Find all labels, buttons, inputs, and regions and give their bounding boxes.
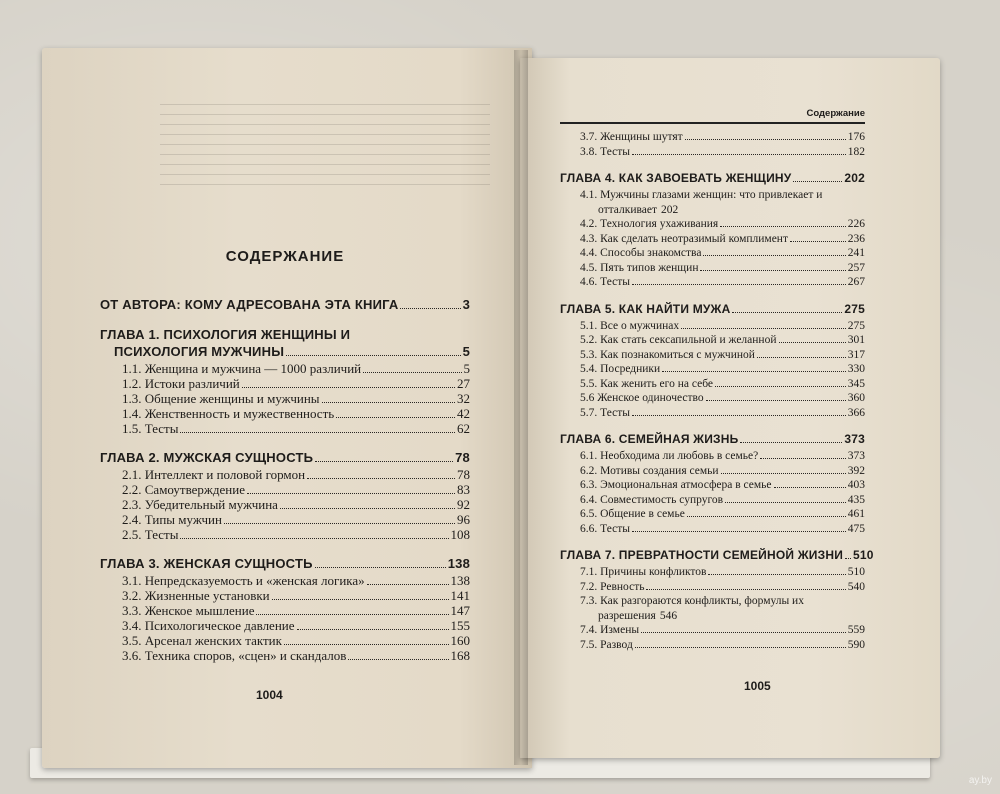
toc-item <box>560 391 865 406</box>
toc-item <box>560 493 865 508</box>
item-label: 3.7. Женщины шутят <box>580 131 683 143</box>
leader-dots <box>845 558 851 559</box>
toc-item <box>560 130 865 145</box>
leader-dots <box>662 371 846 372</box>
item-page: 83 <box>457 482 470 497</box>
leader-dots <box>280 508 455 509</box>
item-page: 147 <box>450 603 470 618</box>
chapter-label: ГЛАВА 2. МУЖСКАЯ СУЩНОСТЬ <box>100 450 314 465</box>
leader-dots <box>632 415 846 416</box>
item-page: 392 <box>847 464 865 477</box>
item-page: 301 <box>847 334 865 346</box>
leader-dots <box>180 432 455 433</box>
item-label: 2.3. Убедительный мужчина <box>122 497 278 512</box>
chapter-page: 202 <box>844 171 865 185</box>
item-page: 168 <box>450 648 470 663</box>
item-page: 138 <box>450 573 470 588</box>
toc-item <box>560 406 865 421</box>
chapter-label: ГЛАВА 6. СЕМЕЙНАЯ ЖИЗНЬ <box>560 432 739 446</box>
leader-dots <box>400 308 460 309</box>
leader-dots <box>646 589 845 590</box>
item-label: 5.1. Все о мужчинах <box>580 319 680 332</box>
item-label: 4.1. Мужчины глазами женщин: что привлекает и <box>580 189 823 201</box>
toc-item <box>100 512 470 527</box>
toc-chapter <box>560 548 874 652</box>
item-page: 590 <box>847 638 865 651</box>
leader-dots <box>247 493 455 494</box>
item-page: 275 <box>847 319 865 332</box>
leader-dots <box>790 241 846 242</box>
toc-item <box>560 261 865 276</box>
leader-dots <box>242 387 455 388</box>
leader-dots <box>348 659 448 660</box>
item-label-cont: разрешения <box>598 609 656 622</box>
item-label: 3.6. Техника споров, «сцен» и скандалов <box>122 648 347 663</box>
chapter-row <box>100 450 470 466</box>
toc-title: СОДЕРЖАНИЕ <box>225 248 345 265</box>
book-gutter <box>514 50 528 765</box>
toc-item <box>560 522 865 537</box>
item-page: 317 <box>847 348 865 361</box>
leader-dots <box>793 181 842 182</box>
leader-dots <box>307 478 455 479</box>
item-label: 6.3. Эмоциональная атмосфера в семье <box>580 479 772 491</box>
item-page: 202 <box>661 203 679 216</box>
chapter-row <box>560 171 865 186</box>
toc-item <box>560 638 865 653</box>
item-label: 5.7. Тесты <box>580 406 630 419</box>
item-page: 241 <box>847 247 865 259</box>
item-label: 4.3. Как сделать неотразимый комплимент <box>580 232 788 245</box>
item-label: 1.4. Женственность и мужественность <box>122 406 335 421</box>
leader-dots <box>363 372 461 373</box>
leader-dots <box>681 328 846 329</box>
chapter-label: ГЛАВА 5. КАК НАЙТИ МУЖА <box>560 301 731 316</box>
item-label: 2.4. Типы мужчин <box>122 512 222 527</box>
item-label: 6.1. Необходима ли любовь в семье? <box>580 450 759 462</box>
chapter-page: 78 <box>455 450 470 465</box>
chapter-page: 510 <box>853 548 874 562</box>
leader-dots <box>632 531 846 532</box>
chapter-page: 3 <box>462 297 470 312</box>
toc-chapter <box>100 297 470 313</box>
item-label: 4.2. Технология ухаживания <box>580 218 719 230</box>
toc-item <box>100 527 470 542</box>
toc-chapter <box>100 327 470 436</box>
toc-item <box>560 333 865 348</box>
item-page: 62 <box>457 421 470 436</box>
chapter-page: 373 <box>844 432 865 446</box>
toc-item <box>560 507 865 522</box>
item-page: 366 <box>847 406 865 419</box>
item-continuation <box>580 609 865 624</box>
chapter-label: ГЛАВА 7. ПРЕВРАТНОСТИ СЕМЕЙНОЙ ЖИЗНИ <box>560 548 844 562</box>
item-label: 5.2. Как стать сексапильной и желанной <box>580 334 777 346</box>
toc-item <box>100 573 470 588</box>
item-label: 5.4. Посредники <box>580 363 661 375</box>
leader-dots <box>315 567 446 568</box>
item-label: 3.2. Жизненные установки <box>122 588 270 603</box>
item-label: 7.5. Развод <box>580 638 633 651</box>
toc-left <box>100 248 470 677</box>
toc-item <box>560 449 865 464</box>
leader-dots <box>685 139 846 140</box>
toc-item <box>560 145 865 160</box>
toc-item <box>560 246 865 261</box>
page-number-right: 1005 <box>744 679 771 693</box>
toc-item <box>560 565 865 580</box>
toc-item <box>560 319 865 334</box>
item-page: 78 <box>457 467 470 482</box>
toc-chapter <box>100 556 470 663</box>
chapter-row <box>560 432 865 447</box>
item-label: 4.4. Способы знакомства <box>580 247 702 259</box>
item-page: 267 <box>847 276 865 288</box>
item-label: 1.5. Тесты <box>122 421 179 436</box>
item-label: 4.5. Пять типов женщин <box>580 261 699 274</box>
chapter-row <box>560 548 874 563</box>
toc-item <box>560 623 865 638</box>
item-label: 1.2. Истоки различий <box>122 376 240 391</box>
leader-dots <box>760 458 846 459</box>
leader-dots <box>336 417 455 418</box>
chapter-row <box>100 297 470 313</box>
toc-item <box>560 377 865 392</box>
item-page: 546 <box>659 609 678 622</box>
item-page: 257 <box>847 261 865 274</box>
item-page: 27 <box>457 376 470 391</box>
leader-dots <box>180 538 448 539</box>
leader-dots <box>322 402 455 403</box>
toc-item <box>100 603 470 618</box>
chapter-row <box>100 556 470 572</box>
chapter-page: 275 <box>844 301 865 316</box>
item-page: 92 <box>457 497 470 512</box>
leader-dots <box>297 629 449 630</box>
leader-dots <box>708 574 845 575</box>
toc-item <box>560 217 865 232</box>
leader-dots <box>224 523 455 524</box>
leader-dots <box>720 226 846 227</box>
leader-dots <box>703 255 845 256</box>
item-label: 3.5. Арсенал женских тактик <box>122 633 282 648</box>
item-page: 226 <box>847 218 865 230</box>
toc-item <box>100 391 470 406</box>
item-label: 5.3. Как познакомиться с мужчиной <box>580 348 755 361</box>
leader-dots <box>757 357 846 358</box>
chapter-label: ГЛАВА 1. ПСИХОЛОГИЯ ЖЕНЩИНЫ И <box>100 327 351 342</box>
leader-dots <box>256 614 448 615</box>
leader-dots <box>740 442 842 443</box>
toc-chapter <box>560 302 865 421</box>
page-number-left: 1004 <box>256 688 283 702</box>
item-page: 435 <box>847 493 865 506</box>
leader-dots <box>641 632 846 633</box>
toc-item <box>560 580 865 595</box>
toc-item <box>100 588 470 603</box>
toc-item <box>100 376 470 391</box>
item-page: 42 <box>457 406 470 421</box>
leader-dots <box>725 502 846 503</box>
item-page: 475 <box>847 522 865 535</box>
item-page: 155 <box>450 618 470 633</box>
show-through-text <box>160 95 490 195</box>
item-continuation <box>580 203 865 218</box>
item-label: 3.8. Тесты <box>580 145 630 158</box>
item-label: 6.2. Мотивы создания семьи <box>580 464 719 477</box>
chapter-label: ГЛАВА 4. КАК ЗАВОЕВАТЬ ЖЕНЩИНУ <box>560 171 792 185</box>
item-page: 540 <box>847 580 865 593</box>
toc-chapter <box>560 171 865 290</box>
item-page: 360 <box>847 392 865 404</box>
leader-dots <box>367 584 449 585</box>
leader-dots <box>774 487 846 488</box>
item-label: 4.6. Тесты <box>580 276 630 288</box>
toc-item <box>560 275 865 290</box>
running-head: Содержание <box>560 108 865 124</box>
item-page: 461 <box>847 508 865 520</box>
leader-dots <box>635 647 846 648</box>
item-label: 1.1. Женщина и мужчина — 1000 различий <box>122 361 362 376</box>
item-label: 3.1. Непредсказуемость и «женская логика» <box>122 573 365 588</box>
leader-dots <box>632 284 846 285</box>
chapter-page: 138 <box>447 556 470 571</box>
toc-item <box>560 348 865 363</box>
toc-chapter <box>100 450 470 542</box>
toc-item <box>100 406 470 421</box>
chapter-row <box>100 344 470 360</box>
leader-dots <box>687 516 846 517</box>
leader-dots <box>286 355 460 356</box>
item-page: 176 <box>847 131 865 143</box>
item-page: 510 <box>847 566 865 578</box>
leader-dots <box>715 386 846 387</box>
chapter-page: 5 <box>462 344 470 359</box>
chapter-label: ГЛАВА 3. ЖЕНСКАЯ СУЩНОСТЬ <box>100 556 313 571</box>
toc-item <box>560 232 865 247</box>
leader-dots <box>779 342 846 343</box>
item-page: 345 <box>847 377 865 390</box>
toc-chapter <box>560 432 865 536</box>
item-label: 7.3. Как разгораются конфликты, формулы их <box>580 595 804 607</box>
watermark: ay.by <box>968 775 992 786</box>
item-label: 7.1. Причины конфликтов <box>580 566 707 578</box>
toc-item <box>560 362 865 377</box>
item-page: 373 <box>847 450 865 462</box>
item-label: 5.6 Женское одиночество <box>580 392 704 404</box>
item-page: 236 <box>847 232 865 245</box>
toc-item <box>100 482 470 497</box>
leader-dots <box>700 270 845 271</box>
toc-item <box>100 421 470 436</box>
item-label: 2.2. Самоутверждение <box>122 482 245 497</box>
item-label: 5.5. Как женить его на себе <box>580 377 714 390</box>
leader-dots <box>732 312 842 313</box>
leader-dots <box>706 400 846 401</box>
toc-continued <box>560 130 865 159</box>
item-label: 6.5. Общение в семье <box>580 508 685 520</box>
leader-dots <box>284 644 449 645</box>
leader-dots <box>721 473 846 474</box>
item-label: 1.3. Общение женщины и мужчины <box>122 391 320 406</box>
chapter-label: ОТ АВТОРА: КОМУ АДРЕСОВАНА ЭТА КНИГА <box>100 297 399 312</box>
chapter-label-cont: ПСИХОЛОГИЯ МУЖЧИНЫ <box>114 344 285 359</box>
item-page: 32 <box>457 391 470 406</box>
leader-dots <box>272 599 449 600</box>
item-label: 7.2. Ревность <box>580 580 645 593</box>
leader-dots <box>632 154 846 155</box>
toc-item <box>100 467 470 482</box>
chapter-row <box>560 302 865 317</box>
item-page: 330 <box>847 363 865 375</box>
item-label: 7.4. Измены <box>580 624 640 636</box>
item-page: 108 <box>450 527 470 542</box>
item-label: 3.4. Психологическое давление <box>122 618 295 633</box>
item-page: 160 <box>450 633 470 648</box>
toc-item <box>560 464 865 479</box>
toc-right <box>560 130 874 664</box>
toc-item <box>100 633 470 648</box>
item-page: 182 <box>847 145 865 158</box>
item-label: 3.3. Женское мышление <box>122 603 255 618</box>
item-label: 2.5. Тесты <box>122 527 179 542</box>
toc-item <box>100 497 470 512</box>
toc-item <box>100 618 470 633</box>
item-page: 403 <box>847 479 865 491</box>
item-page: 559 <box>847 624 865 636</box>
toc-item <box>100 361 470 376</box>
toc-item <box>560 478 865 493</box>
toc-item <box>100 648 470 663</box>
toc-item <box>560 188 865 217</box>
toc-item <box>560 594 865 623</box>
item-page: 5 <box>463 361 470 376</box>
item-page: 141 <box>450 588 470 603</box>
leader-dots <box>315 461 453 462</box>
item-page: 96 <box>457 512 470 527</box>
item-label: 6.6. Тесты <box>580 522 630 535</box>
item-label: 2.1. Интеллект и половой гормон <box>122 467 306 482</box>
item-label-cont: отталкивает <box>598 203 657 216</box>
item-label: 6.4. Совместимость супругов <box>580 493 724 506</box>
